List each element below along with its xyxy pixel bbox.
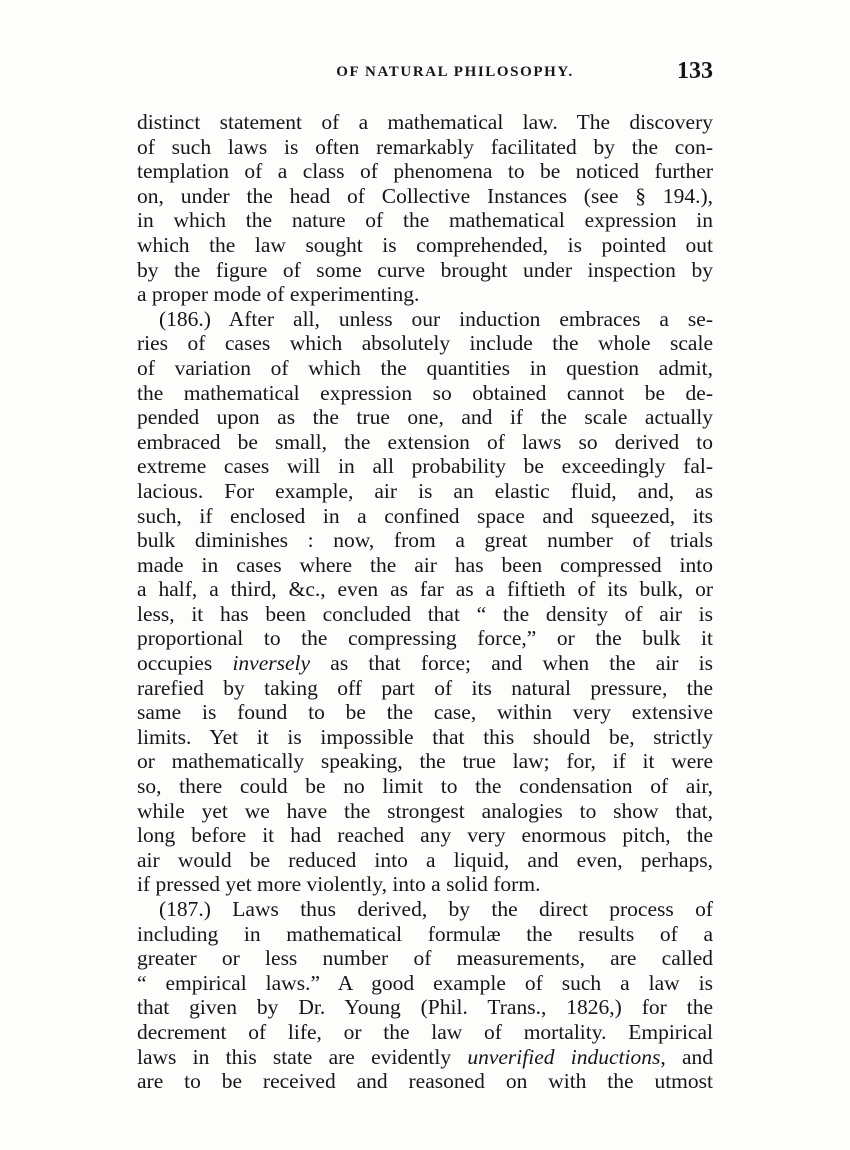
text-line: limits. Yet it is impossible that this should be, strictly [137, 724, 713, 749]
text-line: are to be received and reasoned on with the utmost [137, 1069, 713, 1094]
text-line: that given by Dr. Young (Phil. Trans., 1826,) for the [137, 995, 713, 1020]
text-line: made in cases where the air has been compressed into [137, 552, 713, 577]
text-line-with-italic [137, 651, 713, 676]
text-run: , and [660, 1044, 713, 1069]
body-text [137, 110, 713, 1094]
text-line: of variation of which the quantities in question admit, [137, 355, 713, 380]
text-line: a half, a third, &c., even as far as a fiftieth of its bulk, or [137, 577, 713, 602]
text-line: distinct statement of a mathematical law. The discovery [137, 110, 713, 134]
text-line: less, it has been concluded that “ the density of air is [137, 601, 713, 626]
text-line: which the law sought is comprehended, is pointed out [137, 232, 713, 257]
italic-phrase-unverified-inductions: unverified inductions [467, 1044, 661, 1069]
text-line: templation of a class of phenomena to be noticed further [137, 159, 713, 184]
text-line: air would be reduced into a liquid, and even, perhaps, [137, 847, 713, 872]
text-line: same is found to be the case, within very extensive [137, 700, 713, 725]
text-line: “ empirical laws.” A good example of such a law is [137, 970, 713, 995]
text-line: or mathematically speaking, the true law; for, if it were [137, 749, 713, 774]
text-line: of such laws is often remarkably facilitated by the con- [137, 134, 713, 159]
text-line: such, if enclosed in a confined space and squeezed, its [137, 503, 713, 528]
text-run: occupies [137, 651, 233, 676]
text-line: in which the nature of the mathematical expression in [137, 208, 713, 233]
text-line: the mathematical expression so obtained cannot be de- [137, 380, 713, 405]
text-line: if pressed yet more violently, into a solid form. [137, 872, 541, 897]
text-line: bulk diminishes : now, from a great number of trials [137, 528, 713, 553]
text-line: decrement of life, or the law of mortality. Empirical [137, 1019, 713, 1044]
text-line: rarefied by taking off part of its natural pressure, the [137, 675, 713, 700]
text-run: laws in this state are evidently [137, 1044, 468, 1069]
paragraph-187-start: (187.) Laws thus derived, by the direct process of [159, 897, 713, 921]
text-line: ries of cases which absolutely include the whole scale [137, 331, 713, 356]
text-line: greater or less number of measurements, are called [137, 946, 713, 971]
text-line: including in mathematical formulæ the results of a [137, 921, 713, 946]
running-head [137, 58, 713, 92]
text-line-with-italic [137, 1045, 713, 1070]
text-line: so, there could be no limit to the condensation of air, [137, 774, 713, 799]
text-line: long before it had reached any very enormous pitch, the [137, 823, 713, 848]
text-line: a proper mode of experimenting. [137, 282, 420, 307]
text-line: lacious. For example, air is an elastic fluid, and, as [137, 478, 713, 503]
page-header-title: OF NATURAL PHILOSOPHY. [336, 64, 574, 80]
text-line: extreme cases will in all probability be exceedingly fal- [137, 454, 713, 479]
text-line: by the figure of some curve brought under inspection by [137, 257, 713, 282]
text-run: as that force; and when the air is [310, 651, 714, 676]
page-number: 133 [677, 58, 713, 84]
paragraph-186-start: (186.) After all, unless our induction embraces a se- [159, 306, 713, 331]
italic-word-inversely: inversely [232, 651, 311, 676]
text-line: pended upon as the true one, and if the scale actually [137, 405, 713, 430]
text-line: embraced be small, the extension of laws so derived to [137, 429, 713, 454]
text-line: proportional to the compressing force,” or the bulk it [137, 626, 713, 651]
text-line: while yet we have the strongest analogies to show that, [137, 798, 713, 823]
text-line: on, under the head of Collective Instances (see § 194.), [137, 183, 713, 208]
